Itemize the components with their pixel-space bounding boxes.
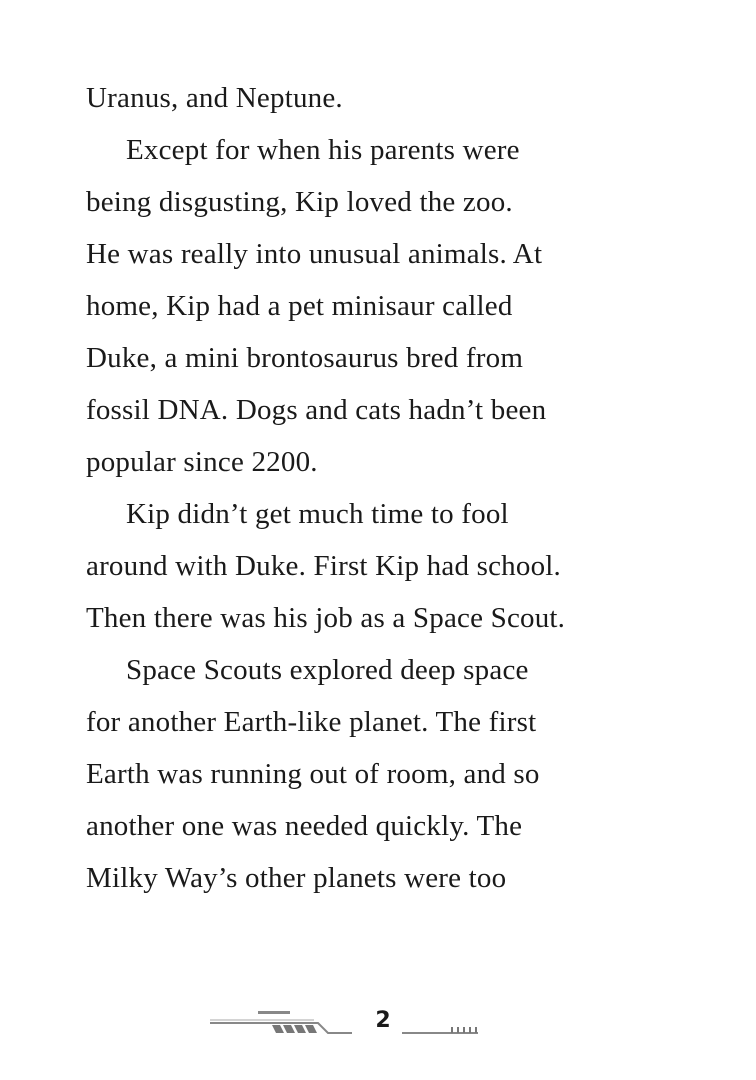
text-line: Duke, a mini brontosaurus bred from	[86, 342, 524, 374]
text-line: Milky Way’s other planets were too	[86, 862, 507, 894]
text-line: Space Scouts explored deep space	[126, 654, 529, 686]
text-line: He was really into unusual animals. At	[86, 238, 543, 270]
text-line: for another Earth-like planet. The first	[86, 706, 537, 738]
text-line: around with Duke. First Kip had school.	[86, 550, 561, 582]
text-line: Except for when his parents were	[126, 134, 520, 166]
text-line: Then there was his job as a Space Scout.	[86, 602, 566, 634]
text-line: popular since 2200.	[86, 446, 318, 478]
footer-ornament	[210, 1008, 480, 1038]
book-page-body	[86, 72, 686, 904]
text-line: fossil DNA. Dogs and cats hadn’t been	[86, 394, 547, 426]
text-line: Earth was running out of room, and so	[86, 758, 540, 790]
page-number: 2	[375, 1008, 391, 1033]
page-footer	[210, 1008, 480, 1038]
text-line: home, Kip had a pet minisaur called	[86, 290, 513, 322]
text-line: being disgusting, Kip loved the zoo.	[86, 186, 513, 218]
text-line: Uranus, and Neptune.	[86, 82, 343, 114]
text-line: another one was needed quickly. The	[86, 810, 523, 842]
text-line: Kip didn’t get much time to fool	[126, 498, 509, 530]
